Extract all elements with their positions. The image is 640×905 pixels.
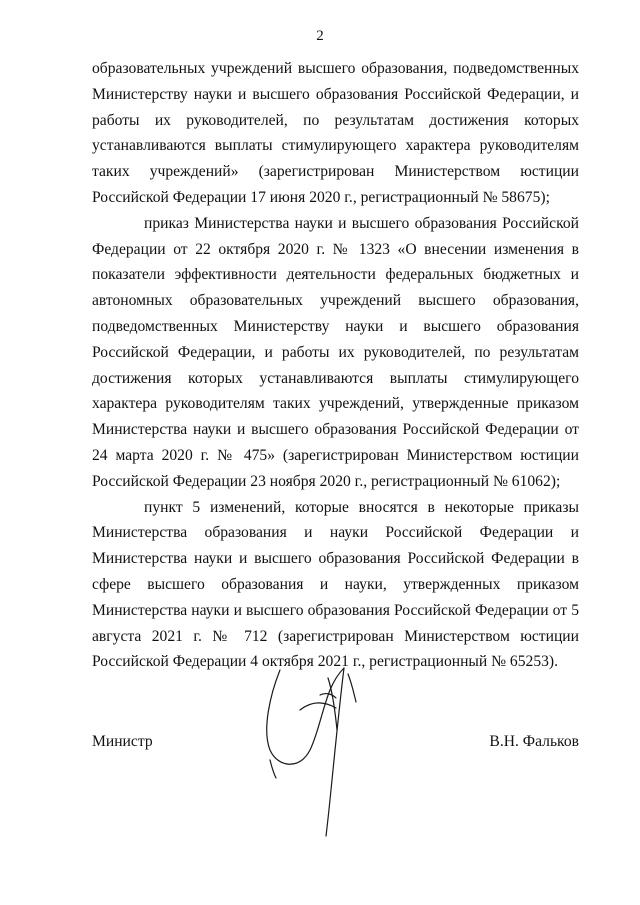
page-number: 2 [316,28,324,44]
handwritten-signature [240,650,390,840]
signatory-name: В.Н. Фальков [489,733,579,750]
paragraph-order-1323: приказ Министерства науки и высшего образования Российской Федерации от 22 октября 2020 г. № 1323 «О внесении изменения в показатели эффективности деятельности федеральных бюджетных и автономных образовательных учреждений высшего образования, подведомственных Министерству науки и высшего образования Российской Федерации, и работы их руководителей, по результатам достижения которых устанавливаются выплаты стимулирующего характера руководителям таких учреждений, утвержденные приказом Министерства науки и высшего образования Российской Федерации от 24 марта 2020 г. № 475» (зарегистрирован Министерством юстиции Российской Федерации 23 ноября 2020 г., регистрационный № 61062); [92,214,579,490]
document-body [92,56,579,675]
paragraph-continuation: образовательных учреждений высшего образования, подведомственных Министерству науки и высшего образования Российской Федерации, и работы их руководителей, по результатам достижения которых устанавливаются выплаты стимулирующего характера руководителям таких учреждений» (зарегистрирован Министерством юстиции Российской Федерации 17 июня 2020 г., регистрационный № 58675); [92,60,579,206]
paragraph-item-5: пункт 5 изменений, которые вносятся в некоторые приказы Министерства образования и науки Российской Федерации и Министерства науки и высшего образования Российской Федерации в сфере высшего образования и науки, утвержденных приказом Министерства науки и высшего образования Российской Федерации от 5 августа 2021 г. № 712 (зарегистрирован Министерством юстиции Российской Федерации 4 октября 2021 г., регистрационный № 65253). [92,498,579,671]
signatory-title: Министр [92,733,153,750]
